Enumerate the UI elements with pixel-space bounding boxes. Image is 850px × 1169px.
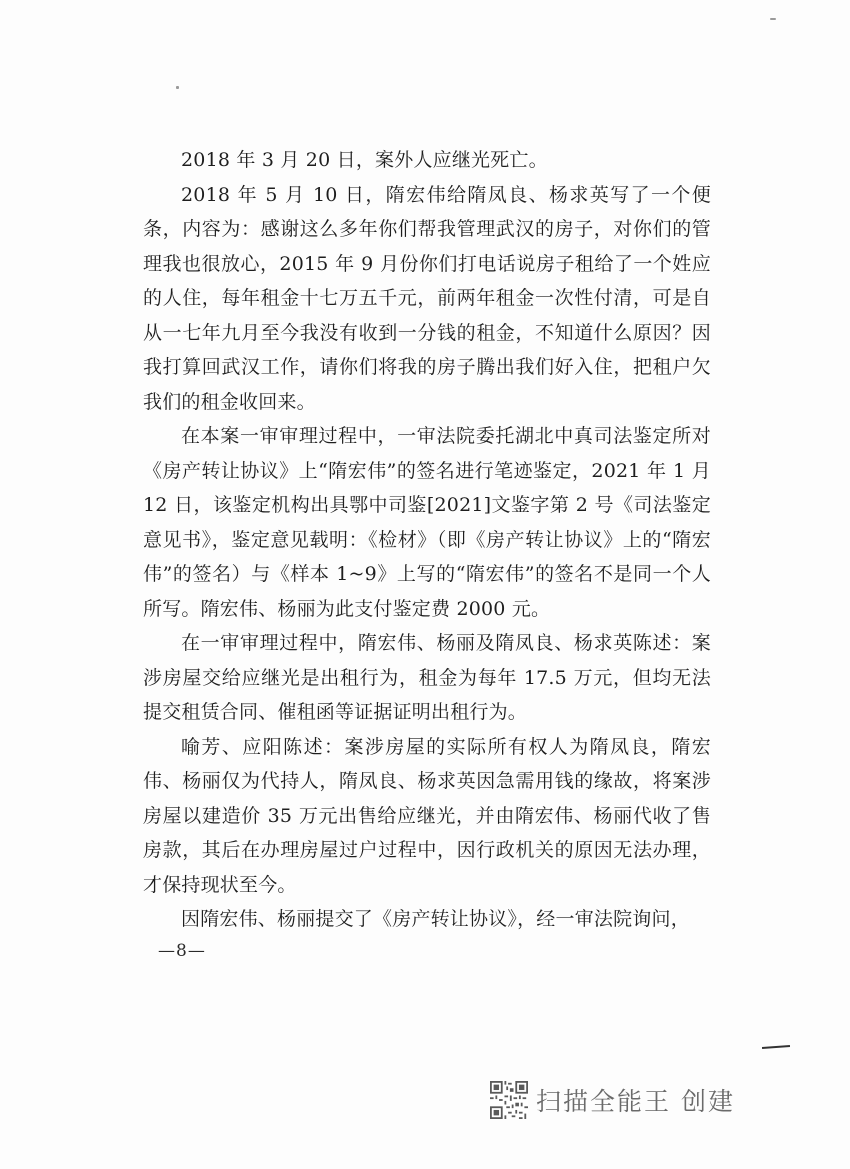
paragraph: 因隋宏伟、杨丽提交了《房产转让协议》，经一审法院询问， bbox=[181, 908, 690, 930]
paragraph: 在一审审理过程中，隋宏伟、杨丽及隋凤良、杨求英陈述：案涉房屋交给应继光是出租行为，租金为每年 17.5 万元，但均无法提交租赁合同、催租函等证据证明出租行为。 bbox=[143, 632, 711, 723]
document-body bbox=[143, 143, 711, 937]
scanner-watermark bbox=[490, 1079, 735, 1121]
paragraph: 在本案一审审理过程中，一审法院委托湖北中真司法鉴定所对《房产转让协议》上“隋宏伟”的签名进行笔迹鉴定，2021 年 1 月 12 日，该鉴定机构出具鄂中司鉴[2021]文鉴字第 2 号《司法鉴定意见书》，鉴定意见载明：《检材》（即《房产转让协议》上的“隋宏伟”的签名）与《样本 1~9》上写的“隋宏伟”的签名不是同一个人所写。隋宏伟、杨丽为此支付鉴定费 2000 元。 bbox=[143, 425, 711, 620]
paragraph: 2018 年 5 月 10 日，隋宏伟给隋凤良、杨求英写了一个便条，内容为：感谢这么多年你们帮我管理武汉的房子，对你们的管理我也很放心，2015 年 9 月份你们打电话说房子租给了一个姓应的人住，每年租金十七万五千元，前两年租金一次性付清，可是自从一七年九月至今我没有收到一分钱的租金，不知道什么原因？因我打算回武汉工作，请你们将我的房子腾出我们好入住，把租户欠我们的租金收回来。 bbox=[143, 183, 711, 413]
paragraph: 喻芳、应阳陈述：案涉房屋的实际所有权人为隋凤良，隋宏伟、杨丽仅为代持人，隋凤良、杨求英因急需用钱的缘故，将案涉房屋以建造价 35 万元出售给应继光，并由隋宏伟、杨丽代收了售房款，其后在办理房屋过户过程中，因行政机关的原因无法办理，才保持现状至今。 bbox=[143, 735, 711, 896]
paragraph: 2018 年 3 月 20 日，案外人应继光死亡。 bbox=[181, 149, 548, 171]
qr-code-icon bbox=[490, 1081, 528, 1119]
page-number: —8— bbox=[158, 941, 206, 961]
scan-edge-mark bbox=[762, 1045, 790, 1049]
scan-speck bbox=[770, 18, 776, 20]
scanner-watermark-label: 扫描全能王 创建 bbox=[536, 1087, 735, 1116]
scan-speck bbox=[176, 86, 179, 89]
